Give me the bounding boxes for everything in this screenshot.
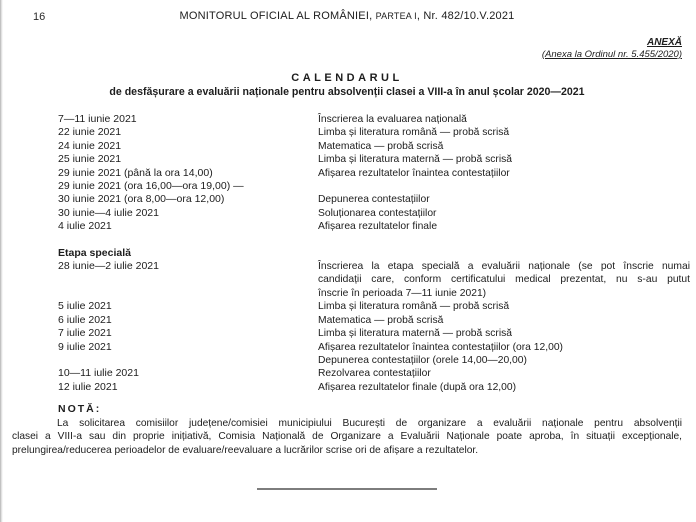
calendar-row — [58, 354, 682, 367]
calendar-row — [58, 180, 682, 193]
calendar-row — [58, 300, 682, 313]
calendar-date-cell: 7—11 iunie 2021 — [58, 113, 137, 125]
calendar-date-cell: 24 iunie 2021 — [58, 139, 122, 152]
journal-title-part: PARTEA I — [375, 11, 417, 21]
calendar-event-cell: Înscrierea la etapa specială a evaluării naționale (se pot înscrie numai candidații care, conform certificatului medical prezentat, nu s-au putut înscrie în perioada 7—11 iunie 2021) — [318, 261, 690, 299]
calendar-row — [58, 140, 682, 153]
calendar-event-cell: Afișarea rezultatelor finale (după ora 12,00) — [318, 381, 517, 393]
calendar-event-cell: Afișarea rezultatelor înaintea contestațiilor — [318, 167, 510, 179]
journal-title — [12, 10, 682, 22]
calendar-date-cell: 7 iulie 2021 — [58, 327, 112, 340]
calendar-event-cell: Rezolvarea contestațiilor — [318, 368, 431, 380]
calendar-event-cell: Limba și literatura maternă — probă scrisă — [318, 154, 513, 166]
calendar-row — [58, 193, 682, 206]
calendar-row — [58, 381, 682, 394]
calendar-event-cell: Limba și literatura română — probă scrisă — [318, 301, 510, 313]
calendar-date-cell: 30 iunie—4 iulie 2021 — [58, 206, 159, 219]
calendar-event-cell: Matematica — probă scrisă — [318, 314, 444, 326]
journal-title-main: MONITORUL OFICIAL AL ROMÂNIEI, — [179, 10, 376, 22]
calendar-row — [58, 367, 682, 380]
calendar-date-cell: 12 iulie 2021 — [58, 380, 118, 393]
calendar-event-cell: Limba și literatura română — probă scrisă — [318, 127, 510, 139]
calendar-date-cell: 9 iulie 2021 — [58, 340, 112, 353]
calendar-row — [58, 341, 682, 354]
annex-block — [12, 37, 682, 61]
masthead — [12, 10, 682, 25]
calendar-event-cell: Soluționarea contestațiilor — [318, 207, 437, 219]
calendar-row — [58, 207, 682, 220]
calendar-date-cell — [58, 354, 318, 367]
calendar-date-cell: 30 iunie 2021 (ora 8,00—ora 12,00) — [58, 193, 225, 206]
calendar-date-cell: 10—11 iulie 2021 — [58, 367, 139, 380]
calendar-event-cell: Înscrierea la evaluarea națională — [318, 114, 467, 125]
calendar-date-cell: 4 iulie 2021 — [58, 220, 112, 233]
note-paragraph: La solicitarea comisiilor județene/comisiei municipiului București de organizare a evaluării naționale pentru absolvenții clasei a VIII-a sau din proprie inițiativă, Comisia Națională de Organizare a Evaluării Naționale poate aproba, în situații excepționale, prelungirea/reducerea perioadelor de evaluare/reevaluare a lucrărilor scrise ori de afișare a rezultatelor. — [12, 417, 682, 456]
calendar-event-cell: Afișarea rezultatelor înaintea contestațiilor (ora 12,00) — [318, 341, 563, 353]
calendar-event-cell: Matematica — probă scrisă — [318, 140, 444, 152]
calendar-row — [58, 113, 682, 126]
calendar-date-cell: 22 iunie 2021 — [58, 126, 122, 139]
calendar-row — [58, 167, 682, 180]
calendar-date-cell: 25 iunie 2021 — [58, 153, 122, 166]
calendar-title: CALENDARUL — [291, 72, 403, 84]
calendar-subtitle: de desfășurare a evaluării naționale pentru absolvenții clasei a VIII-a în anul școlar 2020—2021 — [109, 86, 585, 98]
journal-title-issue: , Nr. 482/10.V.2021 — [416, 10, 515, 22]
special-stage-heading: Etapa specială — [58, 246, 131, 259]
calendar-row — [58, 260, 690, 300]
annex-label: ANEXĂ — [646, 37, 682, 48]
page-number: 16 — [33, 11, 46, 23]
calendar-row — [58, 327, 682, 340]
calendar-event-cell: Depunerea contestațiilor — [318, 194, 430, 206]
calendar-row — [58, 153, 682, 166]
special-stage-table — [58, 260, 690, 394]
calendar-row — [58, 314, 682, 327]
calendar-date-cell: 5 iulie 2021 — [58, 300, 112, 313]
calendar-event-cell: Limba și literatura maternă — probă scrisă — [318, 328, 513, 340]
calendar-date-cell: 29 iunie 2021 (ora 16,00—ora 19,00) — — [58, 180, 244, 193]
calendar-date-cell: 29 iunie 2021 (până la ora 14,00) — [58, 166, 213, 179]
footer-divider-rule — [257, 488, 437, 490]
calendar-event-cell — [318, 180, 690, 193]
calendar-event-cell: Depunerea contestațiilor (orele 14,00—20,00) — [318, 354, 527, 366]
calendar-row — [58, 126, 682, 139]
annex-reference: (Anexa la Ordinul nr. 5.455/2020) — [541, 49, 682, 60]
note-label: NOTĂ: — [58, 403, 102, 416]
calendar-row — [58, 220, 682, 233]
calendar-event-cell: Afișarea rezultatelor finale — [318, 221, 438, 233]
calendar-date-cell: 6 iulie 2021 — [58, 313, 112, 326]
main-stage-table — [58, 113, 682, 234]
calendar-date-cell: 28 iunie—2 iulie 2021 — [58, 260, 159, 273]
